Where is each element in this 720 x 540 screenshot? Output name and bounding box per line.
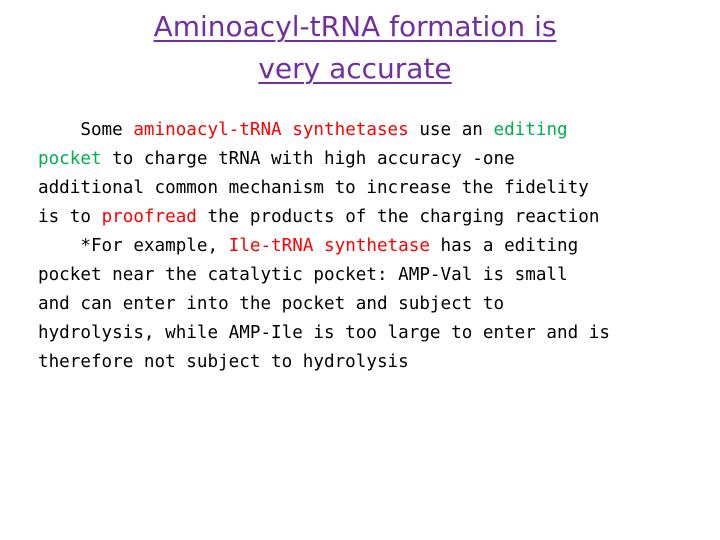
highlight-pocket: pocket (38, 149, 102, 169)
text-run: and can enter into the pocket and subject to (38, 294, 505, 314)
body-line-2 (38, 145, 712, 174)
body-line-5 (38, 232, 712, 261)
body-line-8 (38, 319, 712, 348)
title-line-1: Aminoacyl-tRNA formation is (153, 10, 557, 43)
slide-title (0, 6, 710, 90)
body-line-4 (38, 203, 712, 232)
body-line-1 (38, 116, 712, 145)
body-line-3 (38, 174, 712, 203)
body-line-6 (38, 261, 712, 290)
text-run: hydrolysis, while AMP-Ile is too large to enter and is (38, 323, 610, 343)
text-run: therefore not subject to hydrolysis (38, 352, 409, 372)
body-line-7 (38, 290, 712, 319)
text-run: to charge tRNA with high accuracy -one (101, 149, 515, 169)
text-run: Some (38, 120, 134, 140)
highlight-ile-trna-synthetase: Ile-tRNA synthetase (228, 236, 430, 256)
text-run: has a editing (429, 236, 579, 256)
text-run: additional common mechanism to increase the fidelity (38, 178, 589, 198)
highlight-synthetases: aminoacyl-tRNA synthetases (133, 120, 409, 140)
text-run: the products of the charging reaction (196, 207, 600, 227)
body-text (38, 116, 712, 377)
text-run: *For example, (38, 236, 229, 256)
body-line-9 (38, 348, 712, 377)
highlight-proofread: proofread (101, 207, 197, 227)
title-line-2: very accurate (258, 52, 452, 85)
text-run: is to (38, 207, 102, 227)
text-run: use an (408, 120, 494, 140)
highlight-editing: editing (493, 120, 568, 140)
text-run: pocket near the catalytic pocket: AMP-Val is small (38, 265, 568, 285)
